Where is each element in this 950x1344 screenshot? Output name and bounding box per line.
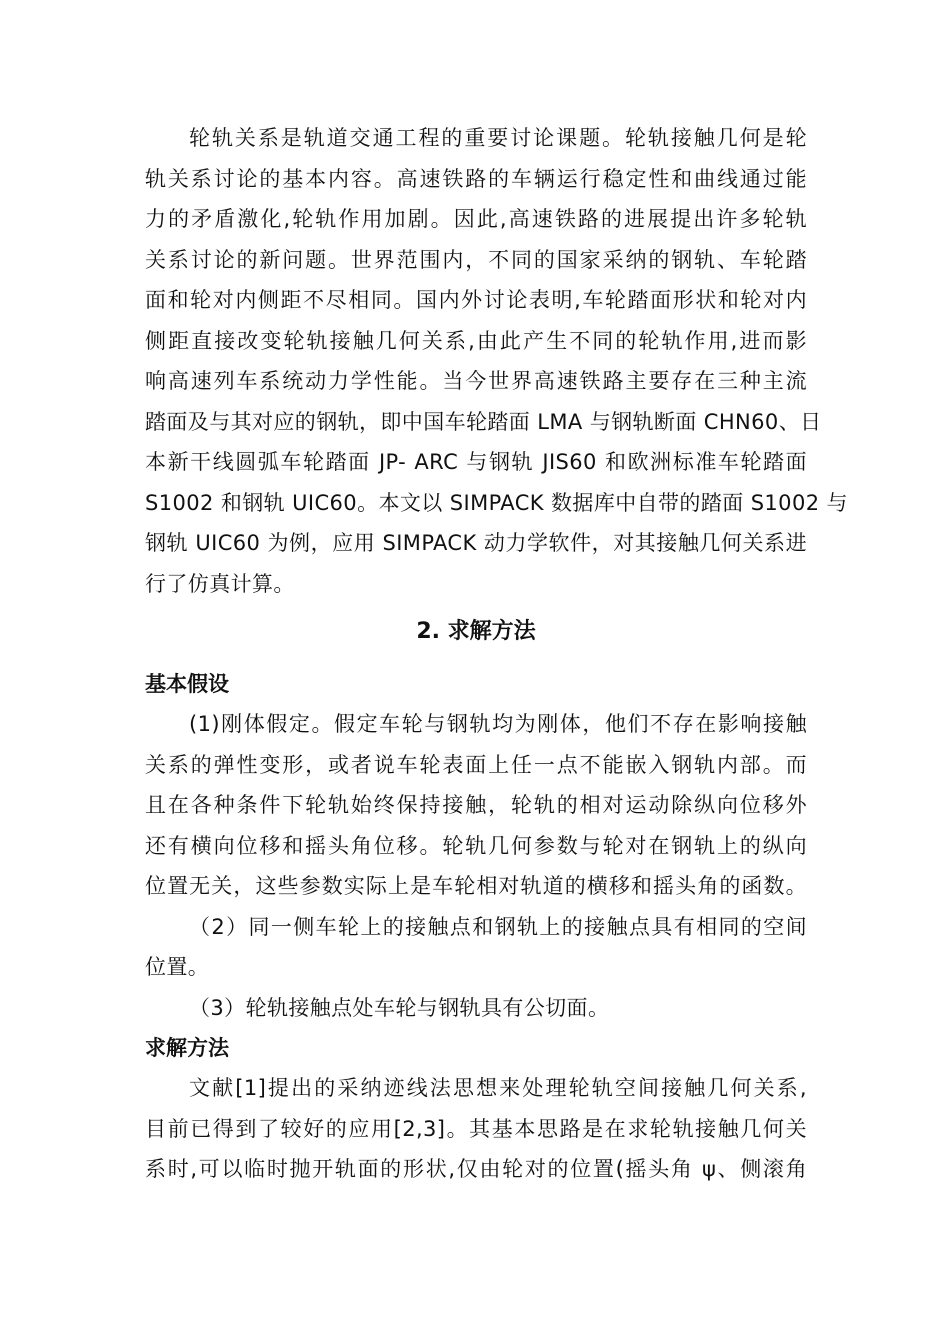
subheading-assumptions: 基本假设	[145, 672, 229, 696]
text-line: （3）轮轨接触点处车轮与钢轨具有公切面。	[189, 995, 610, 1020]
text-line: 轨关系讨论的基本内容。高速铁路的车辆运行稳定性和曲线通过能	[145, 166, 807, 191]
text-line: 位置。	[145, 955, 210, 979]
text-line: 面和轮对内侧距不尽相同。国内外讨论表明,车轮踏面形状和轮对内	[145, 288, 807, 312]
text-line: 力的矛盾激化,轮轨作用加剧。因此,高速铁路的进展提出许多轮轨	[145, 207, 807, 231]
text-line: 关系讨论的新问题。世界范围内，不同的国家采纳的钢轨、车轮踏	[145, 247, 807, 272]
text-line: 关系的弹性变形，或者说车轮表面上任一点不能嵌入钢轨内部。而	[145, 752, 807, 777]
text-line: 本新干线圆弧车轮踏面 JP- ARC 与钢轨 JIS60 和欧洲标准车轮踏面	[145, 450, 807, 474]
text-line: 响高速列车系统动力学性能。当今世界高速铁路主要存在三种主流	[145, 369, 807, 393]
assumption-2	[145, 907, 807, 988]
text-line: 且在各种条件下轮轨始终保持接触，轮轨的相对运动除纵向位移外	[145, 793, 807, 817]
assumption-3	[145, 988, 807, 1029]
text-line: 还有横向位移和摇头角位移。轮轨几何参数与轮对在钢轨上的纵向	[145, 833, 807, 858]
text-line: S1002 和钢轨 UIC60。本文以 SIMPACK 数据库中自带的踏面 S1002 与	[145, 490, 848, 515]
method-paragraph	[145, 1068, 807, 1190]
text-line: 行了仿真计算。	[145, 571, 295, 596]
text-line: 钢轨 UIC60 为例，应用 SIMPACK 动力学软件，对其接触几何关系进	[145, 531, 807, 555]
text-line: 位置无关，这些参数实际上是车轮相对轨道的横移和摇头角的函数。	[145, 874, 807, 898]
text-line: (1)刚体假定。假定车轮与钢轨均为刚体，他们不存在影响接触	[189, 712, 807, 736]
intro-paragraph	[145, 118, 848, 604]
section-title: 2. 求解方法	[416, 619, 536, 644]
text-line: 踏面及与其对应的钢轨，即中国车轮踏面 LMA 与钢轨断面 CHN60、日	[145, 409, 822, 434]
text-line: 轮轨关系是轨道交通工程的重要讨论课题。轮轨接触几何是轮	[189, 126, 807, 150]
text-line: 系时,可以临时抛开轨面的形状,仅由轮对的位置(摇头角 ψ、侧滚角	[145, 1157, 807, 1181]
text-line: （2）同一侧车轮上的接触点和钢轨上的接触点具有相同的空间	[189, 914, 807, 939]
document-page	[145, 118, 848, 1190]
text-line: 侧距直接改变轮轨接触几何关系,由此产生不同的轮轨作用,进而影	[145, 328, 807, 353]
subheading-method: 求解方法	[145, 1036, 229, 1060]
assumption-1	[145, 704, 807, 907]
text-line: 目前已得到了较好的应用[2,3]。其基本思路是在求轮轨接触几何关	[145, 1116, 807, 1141]
text-line: 文献[1]提出的采纳迹线法思想来处理轮轨空间接触几何关系,	[189, 1076, 807, 1100]
